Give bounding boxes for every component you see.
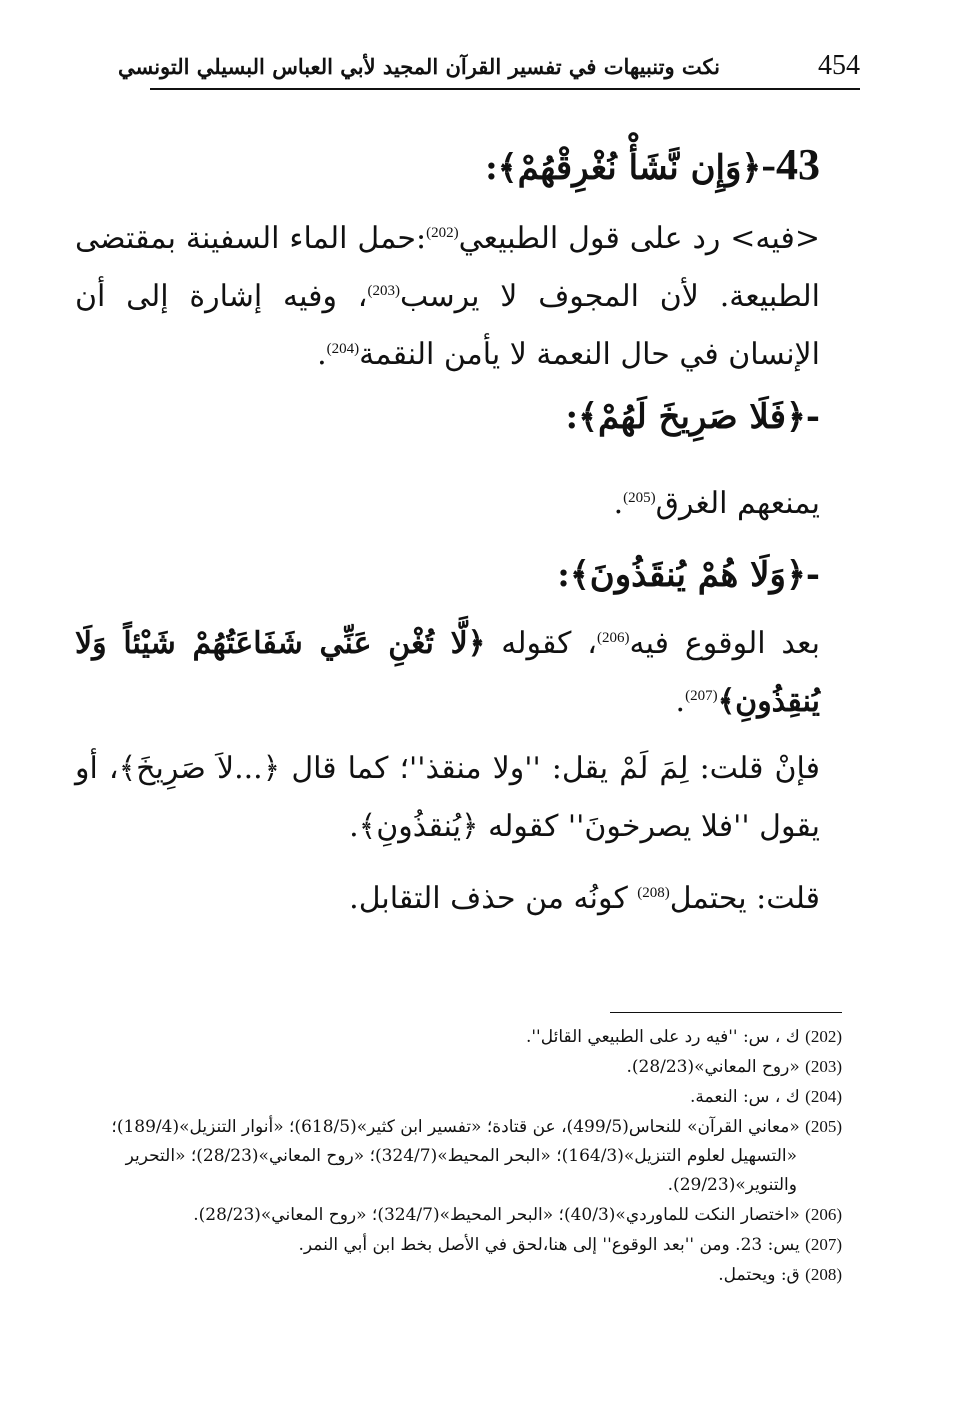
footnote-ref-204[interactable]: (204) <box>326 341 360 357</box>
text-run: ، وفيه إشارة إلى أن الإنسان في حال النعمة لا يأمن النقمة <box>75 279 820 372</box>
verse-quote: ﴿لَّا تُغْنِ عَنِّي شَفَاعَتُهُمْ شَيْئاً وَلَا يُنقِذُونِ﴾ <box>75 626 820 719</box>
paragraph-commentary-2 <box>75 475 820 533</box>
text-run: كونُه من حذف التقابل. <box>349 881 638 916</box>
heading-colon: : <box>557 555 570 595</box>
footnotes <box>80 1022 842 1290</box>
footnote-ref-208[interactable]: (208) <box>637 885 670 901</box>
footnote-text: «معاني القرآن» للنحاس(499/5)، عن قتادة؛ «تفسير ابن كثير»(618/5)؛ «أنوار التنزيل»(189/4)؛ <box>111 1117 800 1137</box>
dash: - <box>805 397 820 437</box>
footnote-number: (203) <box>805 1057 842 1076</box>
paragraph-question: فإنْ قلت: لِمَ لَمْ يقل: ''ولا منقذ''؛ كما قال ﴿...لاَ صَرِيخَ﴾، أو يقول ''فلا يصرخونَ'' كقوله ﴿يُنقذُونِ﴾. <box>75 751 820 844</box>
footnote-ref-206[interactable]: (206) <box>596 630 630 646</box>
footnote <box>80 1112 842 1142</box>
text-run: بعد الوقوع فيه <box>629 626 820 661</box>
footnote-number: (205) <box>805 1117 842 1136</box>
footnote-ref-202[interactable]: (202) <box>426 225 459 241</box>
footnote-text: «روح المعاني»(28/23). <box>626 1057 800 1077</box>
paragraph-commentary-1 <box>75 210 820 384</box>
footnote-text: «التسهيل لعلوم التنزيل»(164/3)؛ «البحر المحيط»(324/7)؛ «روح المعاني»(28/23)؛ «التحرير <box>125 1146 797 1166</box>
dash: - <box>805 555 820 595</box>
footnote <box>80 1052 842 1082</box>
verse-quote: ﴿وَإِن نَّشَأْ نُغْرِقْهُمْ﴾ <box>497 148 762 188</box>
page-number: 454 <box>818 50 860 81</box>
paragraph-answer <box>75 870 820 928</box>
footnote-text: ق: ويحتمل. <box>718 1265 800 1285</box>
text-run: . <box>613 486 624 521</box>
text-run: . <box>675 684 686 719</box>
running-header <box>117 48 860 90</box>
paragraph-commentary-3 <box>75 615 820 731</box>
footnote-text: ك ، س: ''فيه رد على الطبيعي القائل''. <box>525 1027 800 1047</box>
footnote-number: (204) <box>805 1087 842 1106</box>
footnote <box>80 1200 842 1230</box>
section-number: 43- <box>761 140 820 189</box>
footnote <box>80 1082 842 1112</box>
verse-quote: ﴿وَلَا هُمْ يُنقَذُونَ﴾ <box>569 555 806 595</box>
footnote-continuation <box>80 1171 842 1200</box>
text-run: :حمل الماء السفينة بمقتضى الطبيعة. لأن المجوف لا يرسب <box>75 221 820 314</box>
footnote-continuation <box>80 1142 842 1171</box>
footnote <box>80 1230 842 1260</box>
text-run: . <box>317 337 327 372</box>
footnote-text: يس: 23. ومن ''بعد الوقوع'' إلى هنا،لحق في الأصل بخط ابن أبي النمر. <box>298 1235 800 1255</box>
heading-colon: : <box>565 397 579 437</box>
running-title: نكت وتنبيهات في تفسير القرآن المجيد لأبي العباس البسيلي التونسي <box>117 54 720 79</box>
footnote-text: ك ، س: النعمة. <box>689 1087 800 1107</box>
footnote-number: (206) <box>805 1205 842 1224</box>
verse-heading-3 <box>75 540 820 610</box>
footnote <box>80 1260 842 1290</box>
footnote-text: «اختصار النكت للماوردي»(40/3)؛ «البحر المحيط»(324/7)؛ «روح المعاني»(28/23). <box>193 1205 800 1225</box>
heading-colon: : <box>485 148 498 188</box>
footnote-text: والتنوير»(29/23). <box>667 1175 797 1195</box>
section-heading-43 <box>75 130 820 203</box>
text-run: قلت: يحتمل <box>669 881 820 916</box>
footnote-number: (208) <box>805 1265 842 1284</box>
footnote-ref-203[interactable]: (203) <box>367 283 400 299</box>
verse-quote: ﴿فَلَا صَرِيخَ لَهُمْ﴾ <box>578 397 806 437</box>
text-run: يمنعهم الغرق <box>655 486 820 521</box>
footnote-ref-207[interactable]: (207) <box>685 688 718 704</box>
verse-heading-2 <box>75 382 820 452</box>
text-run: ، كقوله <box>485 626 597 661</box>
footnote-number: (207) <box>805 1235 842 1254</box>
footnote <box>80 1022 842 1052</box>
text-run: <فيه> رد على قول الطبيعي <box>458 221 821 256</box>
footnote-ref-205[interactable]: (205) <box>623 490 656 506</box>
footnote-number: (202) <box>805 1027 842 1046</box>
footnote-divider <box>610 1012 842 1013</box>
